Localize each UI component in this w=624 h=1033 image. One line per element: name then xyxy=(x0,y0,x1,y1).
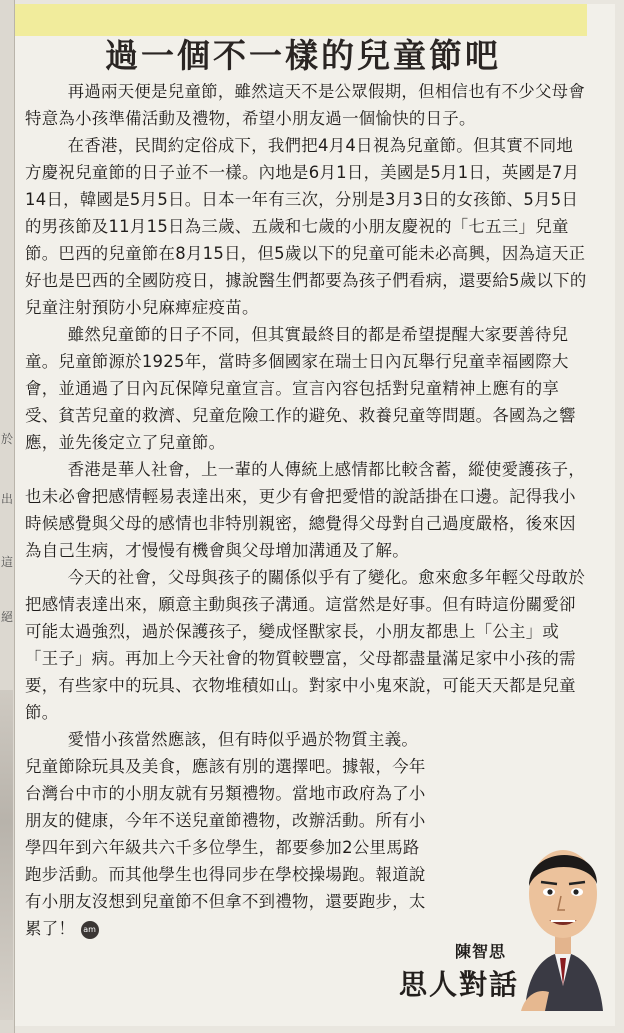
adjacent-text-fragment: 絕 xyxy=(1,610,14,624)
publisher-badge: am xyxy=(81,921,99,939)
adjacent-text-fragment: 出 xyxy=(1,492,14,506)
paragraph: 香港是華人社會，上一輩的人傳統上感情都比較含蓄，縱使愛護孩子，也未必會把感情輕易表達出來，更少有會把愛惜的說話掛在口邊。記得我小時候感覺與父母的感情也非特別親密，總覺得父母對自己過度嚴格，後來因為自己生病，才慢慢有機會與父母增加溝通及了解。 xyxy=(25,460,586,560)
paragraph: 再過兩天便是兒童節，雖然這天不是公眾假期，但相信也有不少父母會特意為小孩準備活動及禮物，希望小朋友過一個愉快的日子。 xyxy=(25,82,586,128)
newspaper-clipping xyxy=(15,4,615,1026)
column-name: 思人對話 xyxy=(399,968,520,1001)
adjacent-page-strip xyxy=(0,0,15,1033)
paragraph: 在香港，民間約定俗成下，我們把4月4日視為兒童節。但其實不同地方慶祝兒童節的日子並不一樣。內地是6月1日，美國是5月1日，英國是7月14日，韓國是5月5日。日本一年有三次，分別是3月3日的女孩節、5月5日的男孩節及11月15日為三歲、五歲和七歲的小朋友慶祝的「七五三」兒童節。巴西的兒童節在8月15日，但5歲以下的兒童可能未必高興，因為這天正好也是巴西的全國防疫日，據說醫生們都要為孩子們看病，還要給5歲以下的兒童注射預防小兒麻痺症疫苗。 xyxy=(25,136,587,317)
paragraph-last-text: 愛惜小孩當然應該，但有時似乎過於物質主義。兒童節除玩具及美食，應該有別的選擇吧。據報，今年台灣台中市的小朋友就有另類禮物。當地市政府為了小朋友的健康，今年不送兒童節禮物，改辦活動。所有小學四年到六年級共六千多位學生，都要參加2公里馬路跑步活動。而其他學生也得同步在學校操場跑。報道說有小朋友沒想到兒童節不但拿不到禮物，還要跑步，太累了！ xyxy=(25,730,426,938)
article-title: 過一個不一樣的兒童節吧 xyxy=(105,36,501,75)
adjacent-text-fragment: 於 xyxy=(1,432,14,446)
adjacent-text-fragment: 這 xyxy=(1,555,14,569)
author-name: 陳智思 xyxy=(455,942,507,961)
paragraph: 今天的社會，父母與孩子的關係似乎有了變化。愈來愈多年輕父母敢於把感情表達出來，願意主動與孩子溝通。這當然是好事。但有時這份關愛卻可能太過強烈，過於保護孩子，變成怪獸家長，小朋友都患上「公主」或「王子」病。再加上今天社會的物質較豐富，父母都盡量滿足家中小孩的需要，有些家中的玩具、衣物堆積如山。對家中小鬼來說，可能天天都是兒童節。 xyxy=(25,568,586,722)
adjacent-photo xyxy=(0,690,13,1020)
paragraph-last xyxy=(25,726,429,942)
article-body xyxy=(25,78,589,942)
paragraph: 雖然兒童節的日子不同，但其實最終目的都是希望提醒大家要善待兒童。兒童節源於1925年，當時多個國家在瑞士日內瓦舉行兒童幸福國際大會，並通過了日內瓦保障兒童宣言。宣言內容包括對兒童精神上應有的享受、貧苦兒童的救濟、兒童危險工作的避免、救養兒童等問題。各國為之響應，並先後定立了兒童節。 xyxy=(25,325,576,452)
